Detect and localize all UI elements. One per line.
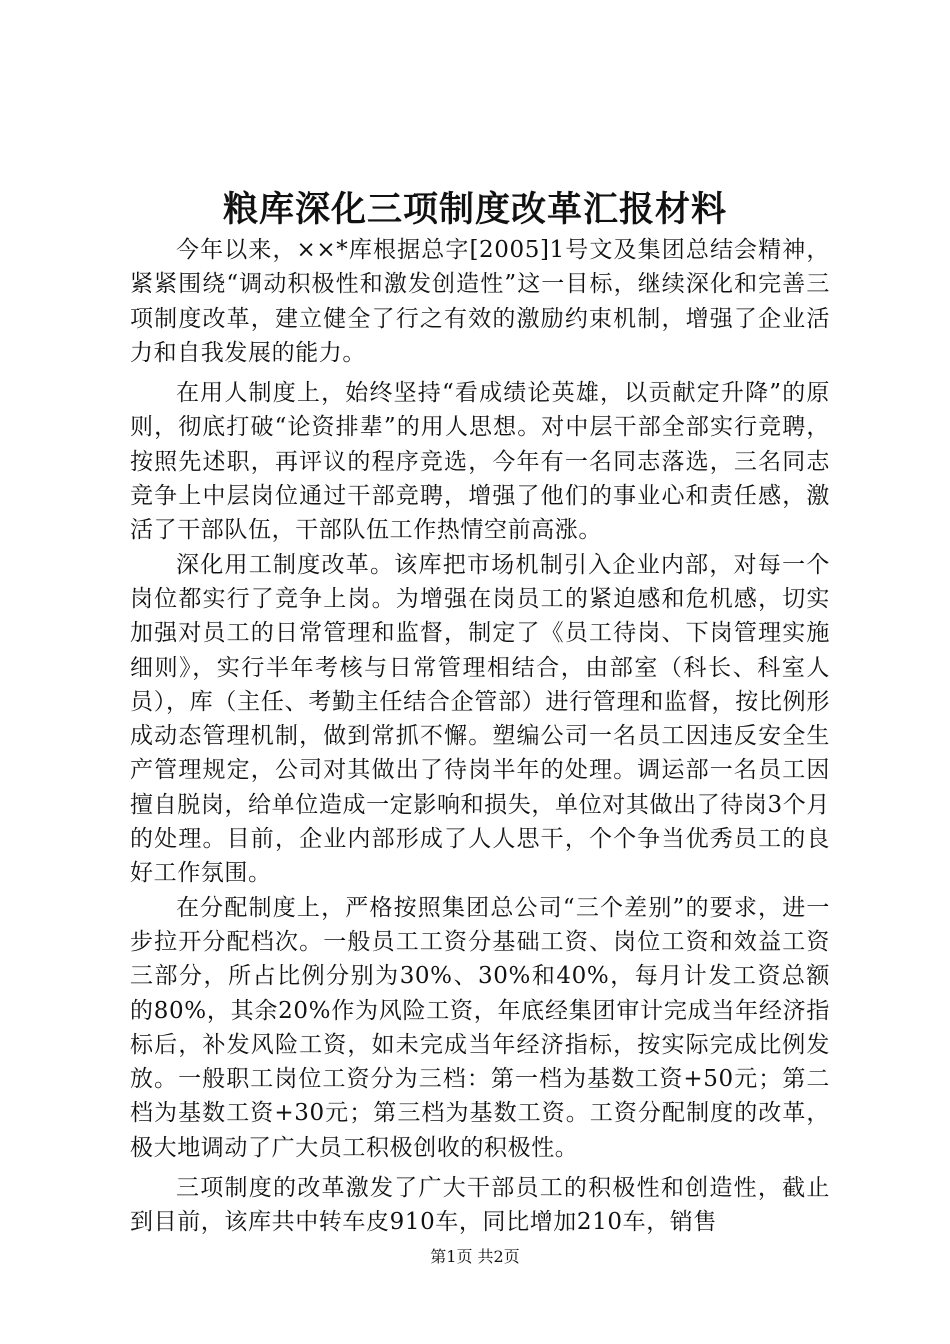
page-number-footer: 第1页 共2页 <box>430 1247 520 1266</box>
paragraph-intro: 今年以来，××*库根据总字[2005]1号文及集团总结会精神，紧紧围绕“调动积极性和激发创造性”这一目标，继续深化和完善三项制度改革，建立健全了行之有效的激励约束机制，增强了企业活力和自我发展的能力。 <box>130 237 830 366</box>
paragraph-personnel-system: 在用人制度上，始终坚持“看成绩论英雄，以贡献定升降”的原则，彻底打破“论资排辈”的用人思想。对中层干部全部实行竞聘，按照先述职，再评议的程序竞选，今年有一名同志落选，三名同志竞争上中层岗位通过干部竞聘，增强了他们的事业心和责任感，激活了干部队伍，干部队伍工作热情空前高涨。 <box>130 380 830 544</box>
paragraph-employment-system: 深化用工制度改革。该库把市场机制引入企业内部，对每一个岗位都实行了竞争上岗。为增强在岗员工的紧迫感和危机感，切实加强对员工的日常管理和监督，制定了《员工待岗、下岗管理实施细则》，实行半年考核与日常管理相结合，由部室（科长、科室人员），库（主任、考勤主任结合企管部）进行管理和监督，按比例形成动态管理机制，做到常抓不懈。塑编公司一名员工因违反安全生产管理规定，公司对其做出了待岗半年的处理。调运部一名员工因擅自脱岗，给单位造成一定影响和损失，单位对其做出了待岗3个月的处理。目前，企业内部形成了人人思干，个个争当优秀员工的良好工作氛围。 <box>130 551 830 887</box>
paragraph-results: 三项制度的改革激发了广大干部员工的积极性和创造性，截止到目前，该库共中转车皮910车，同比增加210车，销售 <box>130 1175 830 1236</box>
document-title: 粮库深化三项制度改革汇报材料 <box>222 189 727 230</box>
document-body <box>130 233 830 1240</box>
paragraph-distribution-system: 在分配制度上，严格按照集团总公司“三个差别”的要求，进一步拉开分配档次。一般员工工资分基础工资、岗位工资和效益工资三部分，所占比例分别为30%、30%和40%，每月计发工资总额的80%，其余20%作为风险工资，年底经集团审计完成当年经济指标后，补发风险工资，如未完成当年经济指标，按实际完成比例发放。一般职工岗位工资分为三档：第一档为基数工资+50元；第二档为基数工资+30元；第三档为基数工资。工资分配制度的改革，极大地调动了广大员工积极创收的积极性。 <box>130 894 830 1161</box>
